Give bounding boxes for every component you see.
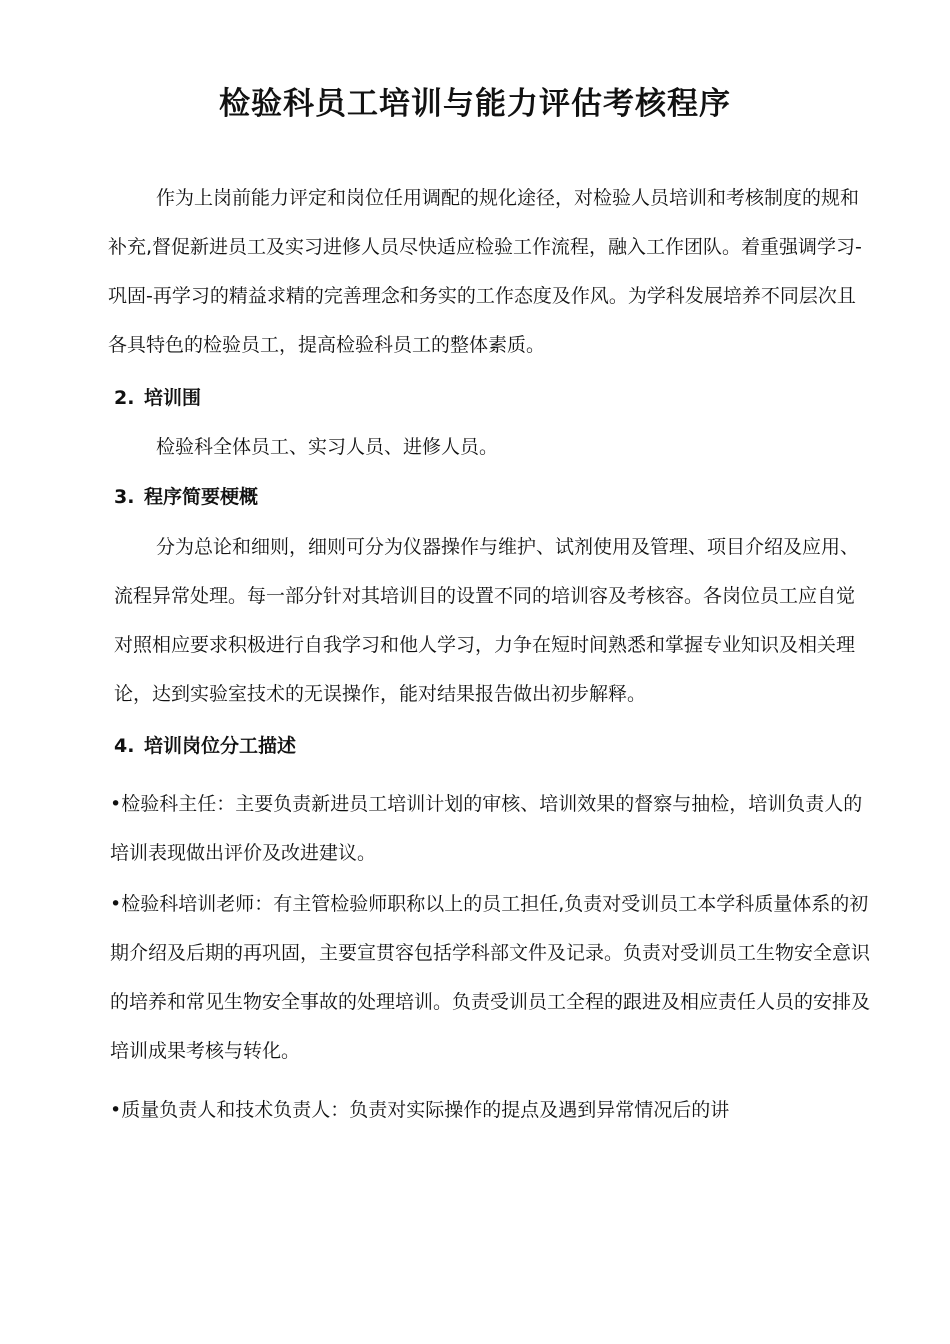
section-body-outline <box>114 523 872 719</box>
section-number: 2. <box>114 387 135 409</box>
section-title: 程序简要梗概 <box>144 486 259 508</box>
section-title: 培训岗位分工描述 <box>144 735 297 757</box>
document-title: 检验科员工培训与能力评估考核程序 <box>219 86 731 122</box>
section-body-text: 分为总论和细则，细则可分为仪器操作与维护、试剂使用及管理、项目介绍及应用、流程异常处理。每一部分针对其培训目的设置不同的培训容及考核容。各岗位员工应自觉对照相应要求积极进行自我学习和他人学习，力争在短时间熟悉和掌握专业知识及相关理论，达到实验室技术的无误操作，能对结果报告做出初步解释。 <box>114 536 860 705</box>
section-title: 培训围 <box>144 387 202 409</box>
section-number: 3. <box>114 486 135 508</box>
section-heading-roles <box>114 731 296 761</box>
intro-paragraph <box>108 174 872 370</box>
role-item-trainer: •检验科培训老师：有主管检验师职称以上的员工担任,负责对受训员工本学科质量体系的初期介绍及后期的再巩固，主要宣贯容包括学科部文件及记录。负责对受训员工生物安全意识的培养和常见生物安全事故的处理培训。负责受训员工全程的跟进及相应责任人员的安排及培训成果考核与转化。 <box>110 893 871 1062</box>
section-body-scope: 检验科全体员工、实习人员、进修人员。 <box>156 436 499 458</box>
section-heading-scope <box>114 383 201 413</box>
role-item-quality-lead: •质量负责人和技术负责人：负责对实际操作的提点及遇到异常情况后的讲 <box>110 1099 730 1121</box>
section-number: 4. <box>114 735 135 757</box>
role-item-director: •检验科主任：主要负责新进员工培训计划的审核、培训效果的督察与抽检，培训负责人的培训表现做出评价及改进建议。 <box>110 793 863 864</box>
section-heading-outline <box>114 482 258 512</box>
intro-text: 作为上岗前能力评定和岗位任用调配的规化途径，对检验人员培训和考核制度的规和补充,督促新进员工及实习进修人员尽快适应检验工作流程，融入工作团队。着重强调学习-巩固-再学习的精益求精的完善理念和务实的工作态度及作风。为学科发展培养不同层次且各具特色的检验员工，提高检验科员工的整体素质。 <box>108 187 862 356</box>
